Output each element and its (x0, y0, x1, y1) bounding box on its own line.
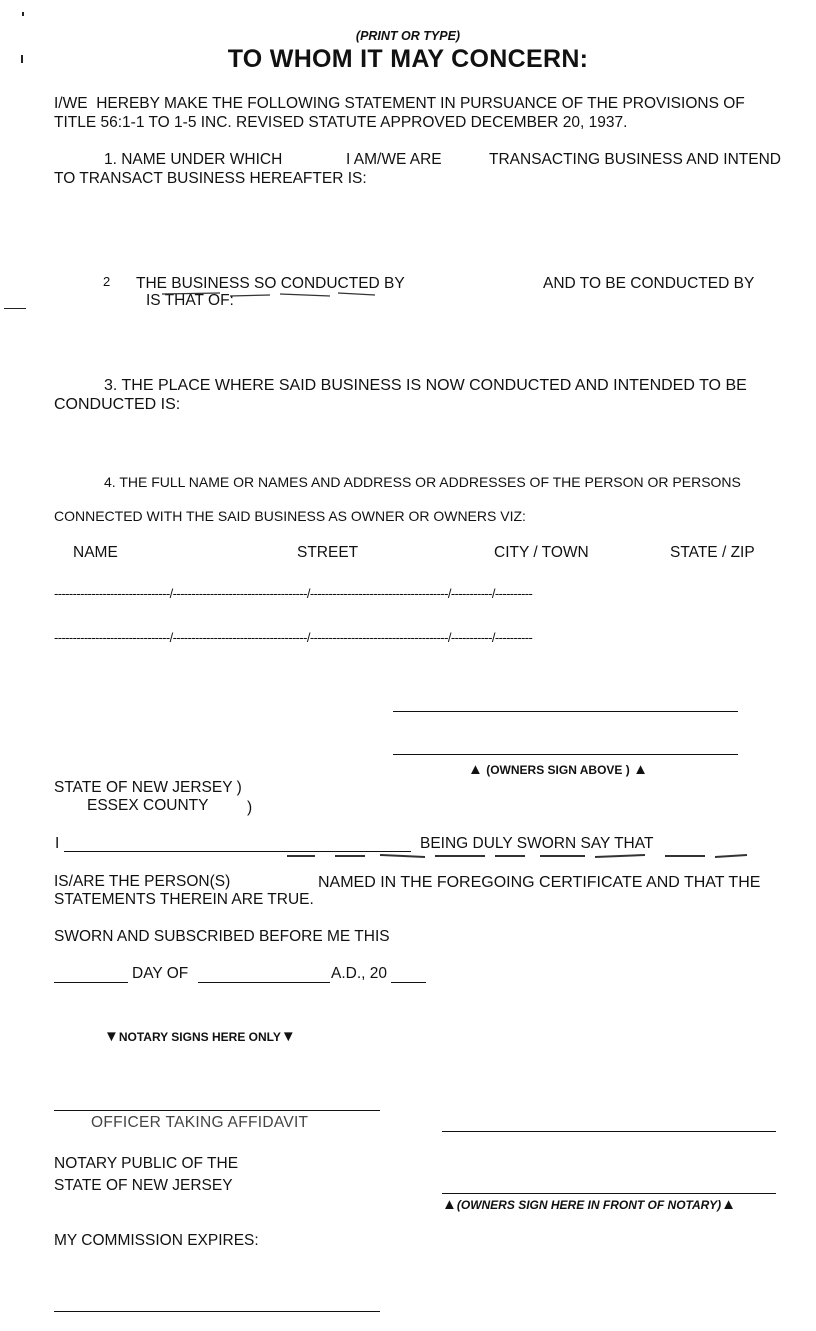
owners-sign-above-label (468, 761, 648, 778)
scan-mark (22, 12, 24, 16)
intro-line-1-text: HEREBY MAKE THE FOLLOWING STATEMENT IN PURSUANCE OF THE PROVISIONS OF (96, 95, 745, 112)
item1-part-a: 1. NAME UNDER WHICH (104, 151, 283, 168)
intro-iwe: I/WE (54, 95, 88, 112)
owner-signature-line-1[interactable] (393, 711, 738, 712)
month-line[interactable] (198, 982, 330, 983)
item3-line-2: CONDUCTED IS: (54, 396, 181, 413)
owner-row-2[interactable]: -------------------------------/------------------------------------/-------------------------------------/-----------/---------- (54, 630, 533, 645)
owners-front-of-notary-label (442, 1196, 736, 1213)
oath-prefix: I (55, 835, 60, 852)
notary-signs-here-label (104, 1028, 296, 1045)
item2-line-2: IS THAT OF: (146, 292, 234, 309)
oath-line-3: STATEMENTS THEREIN ARE TRUE. (54, 891, 314, 908)
day-of-label: DAY OF (132, 965, 189, 982)
year-line[interactable] (391, 982, 426, 983)
oath-line-2-a: IS/ARE THE PERSON(S) (54, 873, 231, 890)
item2-part-a: THE BUSINESS SO CONDUCTED BY (136, 275, 405, 292)
owners-front-of-notary-text: (OWNERS SIGN HERE IN FRONT OF NOTARY) (456, 1198, 722, 1212)
column-header-city: CITY / TOWN (494, 544, 589, 561)
notary-signs-here-text: NOTARY SIGNS HERE ONLY (118, 1030, 281, 1044)
venue-state: STATE OF NEW JERSEY ) (54, 779, 242, 796)
down-triangle-icon: ▼ (280, 1028, 296, 1045)
item4-line-1: 4. THE FULL NAME OR NAMES AND ADDRESS OR ADDRESSES OF THE PERSON OR PERSONS (104, 474, 741, 490)
venue-county-paren: ) (247, 799, 253, 816)
owner-row-1[interactable]: -------------------------------/------------------------------------/-------------------------------------/-----------/---------- (54, 586, 533, 601)
owner-signature-line-2[interactable] (393, 754, 738, 755)
commission-expires-label: MY COMMISSION EXPIRES: (54, 1232, 259, 1249)
notary-public-line-1: NOTARY PUBLIC OF THE (54, 1155, 239, 1172)
oath-suffix: BEING DULY SWORN SAY THAT (420, 835, 654, 852)
item2-scan-streak (160, 290, 380, 300)
officer-label: OFFICER TAKING AFFIDAVIT (91, 1114, 309, 1131)
item3-line-1: 3. THE PLACE WHERE SAID BUSINESS IS NOW CONDUCTED AND INTENDED TO BE (104, 377, 747, 394)
item2-number: 2 (103, 274, 111, 289)
print-or-type-note: (PRINT OR TYPE) (355, 29, 461, 43)
ad-label: A.D., 20 (331, 965, 387, 982)
intro-line-1 (54, 95, 745, 113)
scan-mark (4, 308, 26, 309)
oath-line-2-b: NAMED IN THE FOREGOING CERTIFICATE AND THAT THE (318, 874, 761, 891)
item2-part-b: AND TO BE CONDUCTED BY (543, 275, 755, 292)
up-triangle-icon: ▲ (721, 1196, 736, 1213)
oath-scan-streak (285, 852, 750, 860)
page-title: TO WHOM IT MAY CONCERN: (227, 45, 589, 73)
notary-public-line-2: STATE OF NEW JERSEY (54, 1177, 233, 1194)
owner-notary-signature-line-1[interactable] (442, 1131, 776, 1132)
up-triangle-icon: ▲ (468, 761, 483, 778)
item1-part-b: I AM/WE ARE (346, 151, 442, 168)
venue-county: ESSEX COUNTY (87, 797, 209, 814)
item1-part-c: TRANSACTING BUSINESS AND INTEND (489, 151, 781, 168)
owner-notary-signature-line-2[interactable] (442, 1193, 776, 1194)
intro-line-2: TITLE 56:1-1 TO 1-5 INC. REVISED STATUTE APPROVED DECEMBER 20, 1937. (54, 114, 628, 131)
officer-signature-line[interactable] (54, 1110, 380, 1111)
commission-expiry-line[interactable] (54, 1311, 380, 1312)
column-header-state-zip: STATE / ZIP (670, 544, 755, 561)
column-header-name: NAME (73, 544, 118, 561)
item1-line-2: TO TRANSACT BUSINESS HEREAFTER IS: (54, 170, 367, 187)
down-triangle-icon: ▼ (104, 1028, 119, 1045)
sworn-statement: SWORN AND SUBSCRIBED BEFORE ME THIS (54, 928, 390, 945)
column-header-street: STREET (297, 544, 359, 561)
day-line[interactable] (54, 982, 128, 983)
up-triangle-icon: ▲ (442, 1196, 457, 1213)
owners-sign-above-text: (OWNERS SIGN ABOVE ) (486, 763, 630, 777)
up-triangle-icon: ▲ (633, 761, 648, 778)
item4-line-2: CONNECTED WITH THE SAID BUSINESS AS OWNER OR OWNERS VIZ: (54, 508, 526, 524)
